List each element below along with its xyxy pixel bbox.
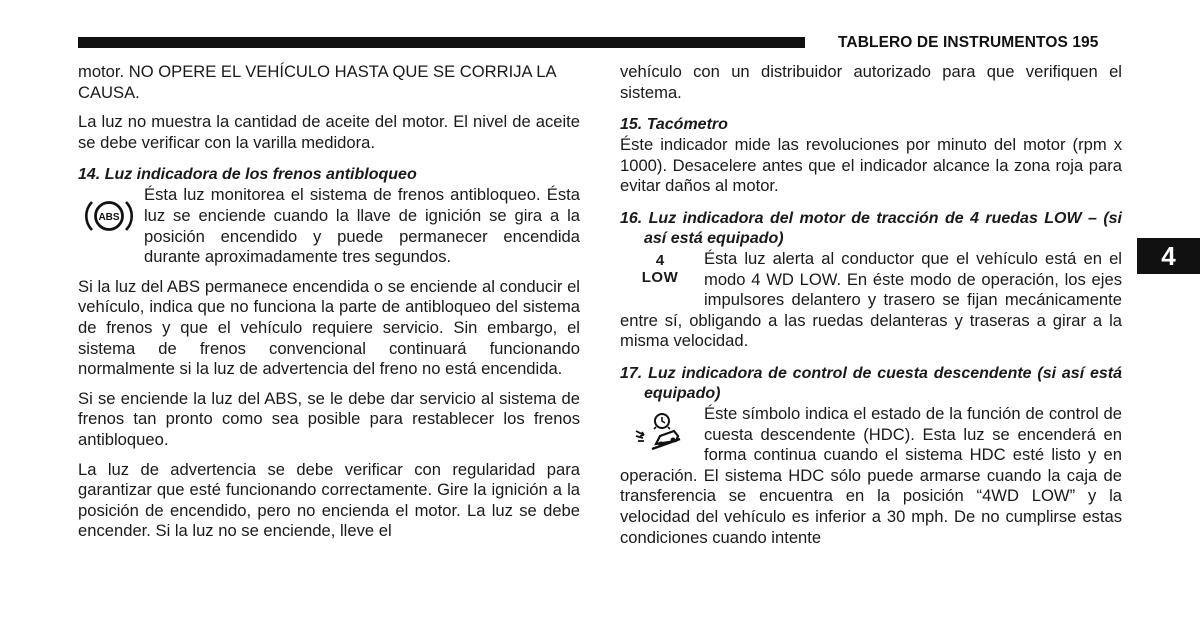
page-header-title: TABLERO DE INSTRUMENTOS 195 bbox=[838, 34, 1099, 51]
paragraph: motor. NO OPERE EL VEHÍCULO HASTA QUE SE CORRIJA LA CAUSA. bbox=[78, 62, 556, 102]
4wd-low-icon-text: LOW bbox=[641, 268, 679, 286]
section-heading-17: 17. Luz indicadora de control de cuesta descendente (si así está equipado) bbox=[620, 364, 1122, 402]
4wd-low-icon bbox=[620, 249, 700, 291]
4wd-low-section bbox=[620, 249, 1122, 352]
section-heading-16: 16. Luz indicadora del motor de tracción de 4 ruedas LOW – (si así está equipado) bbox=[620, 209, 1122, 247]
section-heading-15: 15. Tacómetro bbox=[620, 116, 728, 134]
abs-description: Ésta luz monitorea el sistema de frenos antibloqueo. Ésta luz se enciende cuando la llave de ignición se gira a la posición encendido y puede permanecer encendida durante aproximadamente tres segundos. bbox=[144, 185, 580, 267]
hdc-section bbox=[620, 404, 1122, 548]
hdc-description: Éste símbolo indica el estado de la función de control de cuesta descendente (HDC). Esta luz se encenderá en forma continua cuando el sistema HDC esté listo y en operación. El sistema HDC sólo puede armarse cuando la caja de transferencia se encuentra en la posición “4WD LOW” y la velocidad del vehículo es inferior a 30 mph. De no cumplirse estas condiciones cuando intente bbox=[620, 403, 1122, 547]
chapter-tab: 4 bbox=[1137, 238, 1200, 274]
4wd-low-description: Ésta luz alerta al conductor que el vehículo está en el modo 4 WD LOW. En éste modo de operación, los ejes impulsores delantero y trasero se fijan mecánicamente entre sí, obligando a las ruedas delanteras y traseras a girar a la misma velocidad. bbox=[620, 248, 1122, 351]
abs-section bbox=[78, 185, 580, 267]
svg-text:ABS: ABS bbox=[98, 212, 120, 224]
paragraph: vehículo con un distribuidor autorizado para que verifiquen el sistema. bbox=[620, 62, 1122, 102]
paragraph: La luz de advertencia se debe verificar con regularidad para garantizar que esté funcionando correctamente. Gire la ignición a la posición de encendido, pero no encienda el motor. La luz se debe encender. Si la luz no se enciende, lleve el bbox=[78, 459, 580, 541]
header-rule bbox=[78, 37, 805, 48]
paragraph: Si se enciende la luz del ABS, se le debe dar servicio al sistema de frenos tan pronto como sea posible para restablecer los frenos antibloqueo. bbox=[78, 388, 580, 449]
paragraph: La luz no muestra la cantidad de aceite del motor. El nivel de aceite se debe verificar con la varilla medidora. bbox=[78, 112, 580, 152]
abs-warning-icon bbox=[78, 185, 140, 247]
right-column bbox=[620, 62, 1122, 548]
paragraph: Si la luz del ABS permanece encendida o se enciende al conducir el vehículo, indica que no funciona la parte de antibloqueo del sistema de frenos y que el vehículo requiere servicio. Sin embargo, el sistema de frenos convencional continuará funcionando normalmente si la luz de advertencia del freno no está encendida. bbox=[78, 276, 580, 379]
hill-descent-control-icon bbox=[620, 404, 700, 464]
left-column bbox=[78, 62, 580, 551]
section-heading-14: 14. Luz indicadora de los frenos antibloqueo bbox=[78, 166, 417, 184]
tachometer-description: Éste indicador mide las revoluciones por minuto del motor (rpm x 1000). Desacelere antes que el indicador alcance la zona roja para evitar daños al motor. bbox=[620, 135, 1122, 196]
4wd-low-icon-number: 4 bbox=[655, 251, 665, 269]
